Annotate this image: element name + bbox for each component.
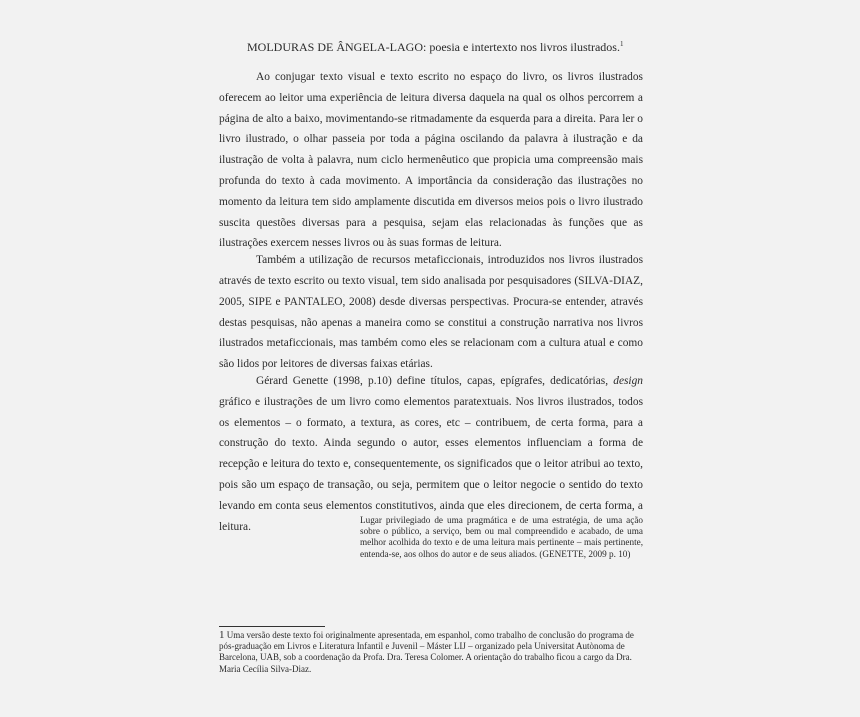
italic-term: design xyxy=(613,374,643,387)
footnote xyxy=(219,630,639,675)
footnote-divider xyxy=(219,626,325,627)
paragraph-2: Também a utilização de recursos metaficcionais, introduzidos nos livros ilustrados através de texto escrito ou texto visual, tem sido analisada por pesquisadores (SILVA-DIAZ, 2005, SIPE e PANTALEO, 2008) desde diversas perspectivas. Procura-se entender, através destas pesquisas, não apenas a maneira como se constitui a construção narrativa nos livros ilustrados metaficcionais, mas também como eles se relacionam com a cultura atual e como são lidos por leitores de diversas faixas etárias. xyxy=(219,254,643,371)
paragraph-3-start: Gérard Genette (1998, p.10) define títulos, capas, epígrafes, dedicatórias, xyxy=(256,374,614,387)
paragraph-3-end: gráfico e ilustrações de um livro como elementos paratextuais. Nos livros ilustrados, todos os elementos – o formato, a textura, as cores, etc – contribuem, de certa forma, para a construção do texto. Ainda segundo o autor, esses elementos influenciam a forma de recepção e leitura do texto e, consequentemente, os significados que o leitor atribui ao texto, pois são um espaço de transação, ou seja, permitem que o leitor negocie o sentido do texto levando em conta seus elementos constitutivos, ainda que eles direcionem, de certa forma, a leitura. xyxy=(219,395,643,533)
title-text: MOLDURAS DE ÂNGELA-LAGO: poesia e intertexto nos livros ilustrados. xyxy=(247,40,620,54)
paragraph-3 xyxy=(219,371,643,537)
body-text xyxy=(219,67,643,537)
footnote-number: 1 xyxy=(219,629,225,641)
document-title xyxy=(247,40,623,55)
paragraph-1: Ao conjugar texto visual e texto escrito no espaço do livro, os livros ilustrados oferecem ao leitor uma experiência de leitura diversa daquela na qual os olhos percorrem a página de alto a baixo, movimentando-se ritmadamente da esquerda para a direita. Para ler o livro ilustrado, o olhar passeia por toda a página oscilando da palavra à ilustração e da ilustração de volta à palavra, num ciclo hermenêutico que propicia uma compreensão mais profunda do texto à cada movimento. A importância da consideração das ilustrações no momento da leitura tem sido amplamente discutida em diversos meios pois o livro ilustrado suscita questões diversas para a pesquisa, sejam elas relacionadas às funções que as ilustrações exercem nesses livros ou às suas formas de leitura. xyxy=(219,71,643,250)
footnote-ref: 1 xyxy=(619,40,624,48)
block-quote: Lugar privilegiado de uma pragmática e de uma estratégia, de uma ação sobre o público, a serviço, bem ou mal compreendido e acabado, de uma melhor acolhida do texto e de uma leitura mais pertinente – mais pertinente, entenda-se, aos olhos do autor e de seus aliados. (GENETTE, 2009 p. 10) xyxy=(360,515,643,559)
footnote-text: Uma versão deste texto foi originalmente apresentada, em espanhol, como trabalho de conclusão do programa de pós-graduação em Livros e Literatura Infantil e Juvenil – Máster LIJ – organizado pela Universitat Autònoma de Barcelona, UAB, sob a coordenação da Profa. Dra. Teresa Colomer. A orientação do trabalho ficou a cargo da Dra. Maria Cecília Silva-Diaz. xyxy=(219,630,634,674)
